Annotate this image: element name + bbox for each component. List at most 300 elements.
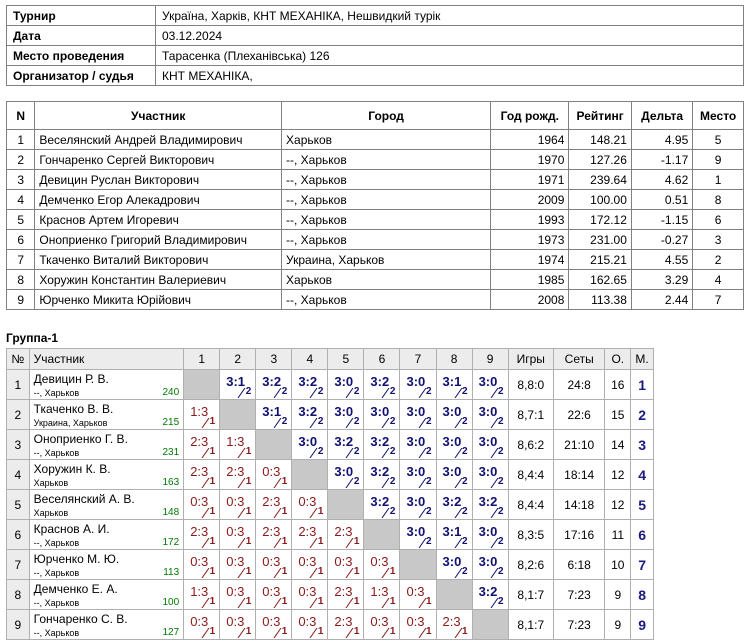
- participant-cell: 1974: [491, 250, 569, 270]
- diagonal-cell: [184, 370, 220, 400]
- match-result-cell: [364, 400, 400, 430]
- match-score: 0:3: [226, 524, 245, 539]
- match-score: 3:1: [262, 404, 282, 419]
- match-result-cell: [220, 430, 256, 460]
- participant-row: [7, 190, 744, 210]
- player-city: --, Харьков: [33, 568, 80, 578]
- match-result-cell: [400, 580, 436, 610]
- match-points: 1: [317, 566, 324, 577]
- diagonal-cell: [436, 580, 472, 610]
- match-result-cell: [436, 400, 472, 430]
- participant-cell: -0.27: [631, 230, 692, 250]
- match-score: 3:2: [478, 494, 498, 509]
- group-header-col: 5: [328, 349, 364, 370]
- match-points: 1: [389, 626, 396, 637]
- match-result-cell: [436, 520, 472, 550]
- group-sets: 22:6: [553, 400, 605, 430]
- participant-cell: --, Харьков: [282, 230, 491, 250]
- match-points: 1: [209, 416, 216, 427]
- match-score: 3:0: [406, 494, 426, 509]
- match-result-cell: [436, 550, 472, 580]
- match-score: 0:3: [298, 584, 317, 599]
- match-points: 2: [389, 506, 396, 517]
- match-score: 0:3: [298, 554, 317, 569]
- group-row-num: 8: [7, 580, 30, 610]
- match-result-cell: [436, 370, 472, 400]
- match-result-cell: [328, 610, 364, 640]
- match-result-cell: [184, 430, 220, 460]
- group-games: 8,3:5: [508, 520, 553, 550]
- match-result-cell: [220, 460, 256, 490]
- match-result-cell: [364, 370, 400, 400]
- participant-cell: 8: [693, 190, 744, 210]
- group-games: 8,4:4: [508, 490, 553, 520]
- participant-cell: Украина, Харьков: [282, 250, 491, 270]
- match-points: 2: [389, 476, 396, 487]
- match-score: 3:0: [406, 464, 426, 479]
- match-score: 3:0: [442, 554, 462, 569]
- match-result-cell: [472, 550, 508, 580]
- group-games: 8,1:7: [508, 580, 553, 610]
- match-result-cell: [292, 520, 328, 550]
- participant-cell: 113.38: [569, 290, 631, 310]
- player-name: Хоружин К. В.: [33, 462, 111, 476]
- match-points: 2: [498, 566, 504, 577]
- match-score: 0:3: [262, 464, 281, 479]
- diagonal-cell: [292, 460, 328, 490]
- match-result-cell: [256, 550, 292, 580]
- match-score: 1:3: [370, 584, 389, 599]
- group-games: 8,8:0: [508, 370, 553, 400]
- match-result-cell: [328, 370, 364, 400]
- participant-cell: 4: [693, 270, 744, 290]
- match-score: 3:0: [298, 434, 318, 449]
- match-score: 3:0: [478, 524, 498, 539]
- group-row-num: 9: [7, 610, 30, 640]
- match-score: 3:1: [442, 374, 462, 389]
- match-score: 1:3: [226, 434, 245, 449]
- match-points: 1: [209, 596, 216, 607]
- match-points: 1: [317, 626, 324, 637]
- participant-cell: 9: [7, 290, 35, 310]
- match-score: 3:1: [442, 524, 462, 539]
- participant-cell: 239.64: [569, 170, 631, 190]
- tournament-info-table: [6, 5, 744, 86]
- match-result-cell: [292, 550, 328, 580]
- diagonal-cell: [328, 490, 364, 520]
- player-name: Гончаренко С. В.: [33, 612, 128, 626]
- participant-cell: Демченко Егор Алекадрович: [35, 190, 282, 210]
- participant-cell: 6: [693, 210, 744, 230]
- participant-cell: 1973: [491, 230, 569, 250]
- match-points: 1: [425, 596, 432, 607]
- player-rating: 215: [162, 417, 180, 428]
- match-points: 1: [353, 566, 360, 577]
- match-result-cell: [292, 370, 328, 400]
- group-header-col: 1: [184, 349, 220, 370]
- group-row-num: 2: [7, 400, 30, 430]
- group-header-place: М.: [631, 349, 654, 370]
- match-score: 3:0: [478, 554, 498, 569]
- match-score: 1:3: [190, 584, 209, 599]
- match-points: 1: [209, 536, 216, 547]
- match-points: 2: [317, 386, 324, 397]
- match-score: 0:3: [406, 614, 425, 629]
- match-points: 2: [462, 416, 468, 427]
- match-points: 2: [498, 416, 504, 427]
- match-points: 1: [281, 536, 288, 547]
- match-points: 2: [498, 386, 504, 397]
- match-result-cell: [400, 610, 436, 640]
- match-points: 1: [245, 446, 252, 457]
- match-result-cell: [184, 550, 220, 580]
- participants-header: Город: [282, 102, 491, 130]
- match-score: 3:2: [298, 404, 318, 419]
- group-row: [7, 460, 654, 490]
- info-label: Организатор / судья: [7, 66, 156, 86]
- group-player-cell: [29, 370, 184, 400]
- info-label: Место проведения: [7, 46, 156, 66]
- match-result-cell: [472, 520, 508, 550]
- participant-cell: 8: [7, 270, 35, 290]
- info-row: [7, 66, 744, 86]
- group-points: 9: [605, 580, 631, 610]
- match-points: 1: [425, 626, 432, 637]
- match-result-cell: [436, 610, 472, 640]
- match-score: 0:3: [370, 614, 389, 629]
- group-row-num: 6: [7, 520, 30, 550]
- participant-cell: 3: [7, 170, 35, 190]
- player-name: Оноприенко Г. В.: [33, 432, 128, 446]
- match-score: 3:2: [334, 434, 354, 449]
- match-result-cell: [328, 520, 364, 550]
- match-result-cell: [292, 490, 328, 520]
- group-player-cell: [29, 610, 184, 640]
- match-points: 2: [425, 476, 432, 487]
- participant-cell: 0.51: [631, 190, 692, 210]
- match-score: 0:3: [298, 614, 317, 629]
- match-result-cell: [256, 520, 292, 550]
- participant-cell: 100.00: [569, 190, 631, 210]
- match-result-cell: [436, 490, 472, 520]
- participant-cell: 1: [7, 130, 35, 150]
- match-result-cell: [436, 460, 472, 490]
- group-games: 8,4:4: [508, 460, 553, 490]
- group-player-cell: [29, 460, 184, 490]
- group-row: [7, 610, 654, 640]
- match-score: 3:1: [226, 374, 246, 389]
- participant-row: [7, 230, 744, 250]
- participants-header: N: [7, 102, 35, 130]
- participant-row: [7, 170, 744, 190]
- group-sets: 17:16: [553, 520, 605, 550]
- match-result-cell: [472, 490, 508, 520]
- participant-cell: Гончаренко Сергей Викторович: [35, 150, 282, 170]
- participant-cell: --, Харьков: [282, 210, 491, 230]
- match-points: 1: [245, 536, 252, 547]
- participants-table: [6, 101, 744, 310]
- group-place: 7: [631, 550, 654, 580]
- diagonal-cell: [256, 430, 292, 460]
- match-score: 2:3: [334, 524, 353, 539]
- match-score: 0:3: [226, 584, 245, 599]
- match-points: 2: [353, 386, 360, 397]
- participant-cell: 172.12: [569, 210, 631, 230]
- player-city: --, Харьков: [33, 538, 80, 548]
- match-points: 1: [317, 536, 324, 547]
- match-result-cell: [328, 460, 364, 490]
- match-points: 1: [245, 596, 252, 607]
- group-row: [7, 550, 654, 580]
- match-score: 3:0: [406, 374, 426, 389]
- participant-cell: 1971: [491, 170, 569, 190]
- info-value: КНТ МЕХАНІКА,: [156, 66, 744, 86]
- match-score: 2:3: [262, 494, 281, 509]
- match-result-cell: [292, 400, 328, 430]
- info-row: [7, 6, 744, 26]
- group-points: 15: [605, 400, 631, 430]
- participant-cell: 127.26: [569, 150, 631, 170]
- group-row-num: 7: [7, 550, 30, 580]
- match-score: 3:2: [442, 494, 462, 509]
- match-result-cell: [472, 580, 508, 610]
- group-place: 3: [631, 430, 654, 460]
- participant-cell: --, Харьков: [282, 190, 491, 210]
- match-result-cell: [472, 460, 508, 490]
- match-result-cell: [436, 430, 472, 460]
- group-points: 12: [605, 460, 631, 490]
- player-city: --, Харьков: [33, 598, 80, 608]
- participant-cell: 2: [7, 150, 35, 170]
- match-points: 1: [245, 566, 252, 577]
- group-points: 12: [605, 490, 631, 520]
- group-row: [7, 520, 654, 550]
- group-player-cell: [29, 550, 184, 580]
- match-points: 2: [353, 446, 360, 457]
- participant-cell: Веселянский Андрей Владимирович: [35, 130, 282, 150]
- match-result-cell: [256, 400, 292, 430]
- match-points: 2: [389, 386, 396, 397]
- match-points: 2: [425, 386, 432, 397]
- participants-header: Место: [693, 102, 744, 130]
- group-games: 8,1:7: [508, 610, 553, 640]
- group-points: 14: [605, 430, 631, 460]
- match-score: 3:0: [478, 434, 498, 449]
- match-points: 2: [317, 446, 324, 457]
- participant-row: [7, 130, 744, 150]
- participant-cell: 4.62: [631, 170, 692, 190]
- participant-row: [7, 250, 744, 270]
- match-score: 0:3: [190, 494, 209, 509]
- match-result-cell: [256, 460, 292, 490]
- match-score: 3:2: [370, 434, 390, 449]
- match-points: 2: [498, 446, 504, 457]
- match-result-cell: [220, 490, 256, 520]
- match-score: 0:3: [370, 554, 389, 569]
- match-result-cell: [184, 490, 220, 520]
- match-points: 2: [498, 476, 504, 487]
- group-row-num: 4: [7, 460, 30, 490]
- match-score: 3:0: [406, 404, 426, 419]
- group-points: 9: [605, 610, 631, 640]
- match-score: 2:3: [298, 524, 317, 539]
- match-result-cell: [472, 370, 508, 400]
- match-score: 3:2: [370, 374, 390, 389]
- match-points: 2: [353, 476, 360, 487]
- match-result-cell: [184, 580, 220, 610]
- match-score: 0:3: [262, 554, 281, 569]
- participant-cell: Хоружин Константин Валериевич: [35, 270, 282, 290]
- match-score: 3:0: [406, 524, 426, 539]
- match-result-cell: [220, 580, 256, 610]
- match-result-cell: [184, 460, 220, 490]
- match-score: 3:0: [406, 434, 426, 449]
- match-result-cell: [328, 430, 364, 460]
- participant-cell: 162.65: [569, 270, 631, 290]
- group-row-num: 3: [7, 430, 30, 460]
- match-score: 3:0: [334, 374, 354, 389]
- participant-cell: 5: [7, 210, 35, 230]
- match-result-cell: [256, 490, 292, 520]
- group-player-cell: [29, 400, 184, 430]
- group-row: [7, 580, 654, 610]
- match-score: 2:3: [334, 614, 353, 629]
- group-place: 9: [631, 610, 654, 640]
- group-place: 6: [631, 520, 654, 550]
- player-city: Харьков: [33, 478, 69, 488]
- match-points: 1: [209, 506, 216, 517]
- match-score: 3:0: [478, 464, 498, 479]
- info-value: 03.12.2024: [156, 26, 744, 46]
- match-points: 1: [245, 506, 252, 517]
- group-row-num: 1: [7, 370, 30, 400]
- participant-cell: 2: [693, 250, 744, 270]
- player-name: Юрченко М. Ю.: [33, 552, 120, 566]
- match-score: 0:3: [190, 554, 209, 569]
- participants-header: Участник: [35, 102, 282, 130]
- participant-cell: Девицин Руслан Викторович: [35, 170, 282, 190]
- player-city: Харьков: [33, 508, 69, 518]
- group-header-col: 6: [364, 349, 400, 370]
- group-place: 8: [631, 580, 654, 610]
- match-points: 2: [425, 506, 432, 517]
- player-name: Девицин Р. В.: [33, 372, 109, 386]
- match-result-cell: [292, 430, 328, 460]
- group-header-col: 9: [472, 349, 508, 370]
- match-result-cell: [472, 430, 508, 460]
- participant-cell: 148.21: [569, 130, 631, 150]
- match-result-cell: [364, 430, 400, 460]
- group-points: 16: [605, 370, 631, 400]
- match-points: 2: [462, 506, 468, 517]
- participant-cell: Ткаченко Виталий Викторович: [35, 250, 282, 270]
- group-sets: 7:23: [553, 580, 605, 610]
- participant-cell: Харьков: [282, 270, 491, 290]
- match-result-cell: [220, 610, 256, 640]
- group-header-col: 7: [400, 349, 436, 370]
- group-title: Группа-1: [6, 331, 59, 345]
- match-result-cell: [256, 610, 292, 640]
- player-name: Краснов А. И.: [33, 522, 110, 536]
- info-value: Тарасенка (Плеханівська) 126: [156, 46, 744, 66]
- participant-cell: -1.17: [631, 150, 692, 170]
- group-place: 5: [631, 490, 654, 520]
- match-points: 2: [389, 446, 396, 457]
- match-points: 2: [462, 476, 468, 487]
- participant-cell: 3.29: [631, 270, 692, 290]
- participant-cell: 1970: [491, 150, 569, 170]
- participant-row: [7, 270, 744, 290]
- group-header-points: О.: [605, 349, 631, 370]
- participant-cell: 2008: [491, 290, 569, 310]
- match-result-cell: [400, 430, 436, 460]
- match-points: 1: [353, 596, 360, 607]
- match-points: 2: [281, 416, 288, 427]
- group-sets: 7:23: [553, 610, 605, 640]
- participant-cell: 1: [693, 170, 744, 190]
- match-points: 1: [281, 626, 288, 637]
- player-name: Веселянский А. В.: [33, 492, 135, 506]
- match-score: 0:3: [406, 584, 425, 599]
- group-player-cell: [29, 430, 184, 460]
- group-header-player: Участник: [29, 349, 184, 370]
- player-city: --, Харьков: [33, 628, 80, 638]
- group-player-cell: [29, 490, 184, 520]
- participant-cell: 9: [693, 150, 744, 170]
- match-result-cell: [472, 400, 508, 430]
- group-header-col: 4: [292, 349, 328, 370]
- match-points: 1: [209, 566, 216, 577]
- player-rating: 231: [162, 447, 180, 458]
- group-sets: 6:18: [553, 550, 605, 580]
- match-result-cell: [256, 370, 292, 400]
- group-sets: 14:18: [553, 490, 605, 520]
- match-points: 1: [317, 506, 324, 517]
- diagonal-cell: [400, 550, 436, 580]
- group-header-sets: Сеты: [553, 349, 605, 370]
- group-games: 8,7:1: [508, 400, 553, 430]
- match-result-cell: [364, 580, 400, 610]
- match-result-cell: [220, 550, 256, 580]
- match-score: 3:0: [334, 464, 354, 479]
- group-games: 8,2:6: [508, 550, 553, 580]
- group-place: 4: [631, 460, 654, 490]
- match-score: 3:0: [370, 404, 390, 419]
- match-result-cell: [292, 610, 328, 640]
- match-result-cell: [220, 370, 256, 400]
- participants-header: Дельта: [631, 102, 692, 130]
- participant-row: [7, 150, 744, 170]
- group-header-col: 3: [256, 349, 292, 370]
- match-score: 2:3: [262, 524, 281, 539]
- participant-cell: 231.00: [569, 230, 631, 250]
- participants-header: Год рожд.: [491, 102, 569, 130]
- match-points: 1: [209, 626, 216, 637]
- match-result-cell: [364, 550, 400, 580]
- player-rating: 148: [162, 507, 180, 518]
- match-score: 2:3: [334, 584, 353, 599]
- match-score: 2:3: [442, 614, 461, 629]
- match-points: 1: [245, 476, 252, 487]
- participant-cell: 6: [7, 230, 35, 250]
- group-sets: 21:10: [553, 430, 605, 460]
- match-score: 3:2: [370, 464, 390, 479]
- match-points: 2: [425, 446, 432, 457]
- match-result-cell: [364, 610, 400, 640]
- player-rating: 100: [162, 597, 180, 608]
- match-points: 2: [462, 386, 468, 397]
- participant-cell: 2009: [491, 190, 569, 210]
